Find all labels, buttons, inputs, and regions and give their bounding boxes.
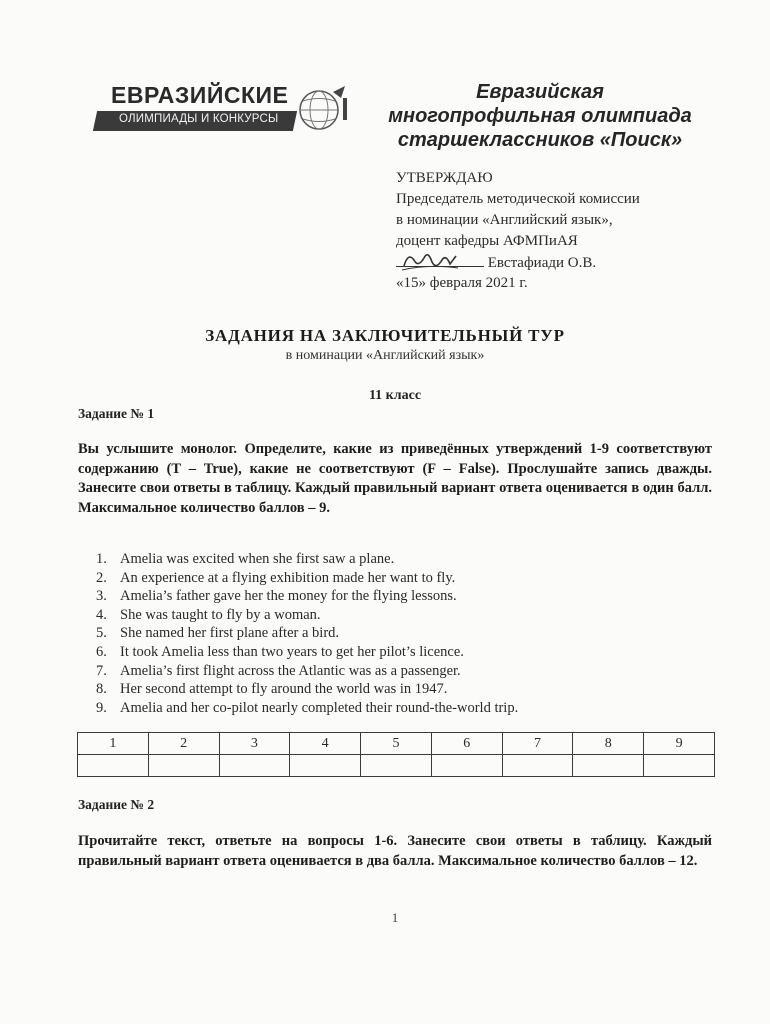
- signer-name: Евстафиади О.В.: [487, 255, 597, 271]
- answer-cell[interactable]: [573, 755, 644, 777]
- list-item: 4. She was taught to fly by a woman.: [96, 606, 321, 623]
- olympiad-title-line: многопрофильная олимпиада: [388, 105, 692, 127]
- answer-cell[interactable]: [290, 755, 361, 777]
- task1-heading: Задание № 1: [78, 406, 155, 421]
- approval-line: УТВЕРЖДАЮ: [396, 170, 493, 186]
- answer-table-header: 8: [573, 733, 644, 755]
- list-item: 9. Amelia and her co-pilot nearly completed their round-the-world trip.: [96, 699, 519, 716]
- list-item: 1. Amelia was excited when she first saw a plane.: [96, 551, 395, 567]
- list-item: 5. She named her first plane after a bird.: [96, 625, 340, 642]
- answer-table-header: 9: [644, 733, 715, 755]
- handwritten-signature: [398, 246, 488, 276]
- approval-line: в номинации «Английский язык»,: [396, 212, 613, 228]
- answer-table-header: 6: [431, 733, 502, 755]
- list-item: 8. Her second attempt to fly around the world was in 1947.: [96, 681, 448, 698]
- table-row: [78, 755, 715, 777]
- table-row: [78, 733, 715, 755]
- olympiad-title: [370, 80, 710, 152]
- nomination: в номинации «Английский язык»: [285, 348, 485, 363]
- answer-cell[interactable]: [502, 755, 573, 777]
- list-item: 6. It took Amelia less than two years to get her pilot’s licence.: [96, 643, 464, 660]
- olympiad-title-line: старшеклассников «Поиск»: [397, 129, 683, 151]
- answer-table-header: 5: [361, 733, 432, 755]
- answer-cell[interactable]: [431, 755, 502, 777]
- statement-list: [96, 550, 656, 717]
- logo-title: ЕВРАЗИЙСКИЕ: [111, 82, 289, 108]
- task2-instructions: Прочитайте текст, ответьте на вопросы 1-6. Занесите свои ответы в таблицу. Каждый правильный вариант ответа оценивается в два балла. Максимальное количество баллов – 12.: [78, 833, 712, 869]
- approval-block: [396, 168, 736, 294]
- answer-table-header: 7: [502, 733, 573, 755]
- answer-table-header: 4: [290, 733, 361, 755]
- page-number: 1: [391, 910, 399, 925]
- signature-row: [396, 252, 736, 273]
- answer-cell[interactable]: [78, 755, 149, 777]
- task2-heading: Задание № 2: [78, 797, 155, 812]
- list-item: 2. An experience at a flying exhibition made her want to fly.: [96, 569, 456, 586]
- approval-line: доцент кафедры АФМПиАЯ: [396, 233, 578, 249]
- answer-cell[interactable]: [361, 755, 432, 777]
- answer-table: [77, 732, 715, 777]
- olympiad-title-line: Евразийская: [476, 81, 604, 103]
- answer-cell[interactable]: [148, 755, 219, 777]
- approval-date: «15» февраля 2021 г.: [396, 275, 528, 291]
- logo-subtitle: ОЛИМПИАДЫ И КОНКУРСЫ: [119, 113, 279, 125]
- document-title: ЗАДАНИЯ НА ЗАКЛЮЧИТЕЛЬНЫЙ ТУР: [205, 326, 565, 345]
- list-item: 3. Amelia’s father gave her the money for the flying lessons.: [96, 588, 457, 605]
- task1-instructions: Вы услышите монолог. Определите, какие из приведённых утверждений 1-9 соответствуют содержанию (T – True), какие не соответствуют (F – False). Прослушайте запись дважды. Занесите свои ответы в таблицу. Каждый правильный вариант ответа оценивается в один балл. Максимальное количество баллов – 9.: [78, 441, 712, 516]
- globe-icon: [293, 84, 349, 132]
- answer-table-header: 2: [148, 733, 219, 755]
- olympiad-logo: [95, 80, 365, 140]
- answer-cell[interactable]: [219, 755, 290, 777]
- grade-label: 11 класс: [368, 388, 422, 403]
- approval-line: Председатель методической комиссии: [396, 191, 640, 207]
- answer-cell[interactable]: [644, 755, 715, 777]
- list-item: 7. Amelia’s first flight across the Atlantic was as a passenger.: [96, 662, 461, 679]
- answer-table-header: 3: [219, 733, 290, 755]
- answer-table-header: 1: [78, 733, 149, 755]
